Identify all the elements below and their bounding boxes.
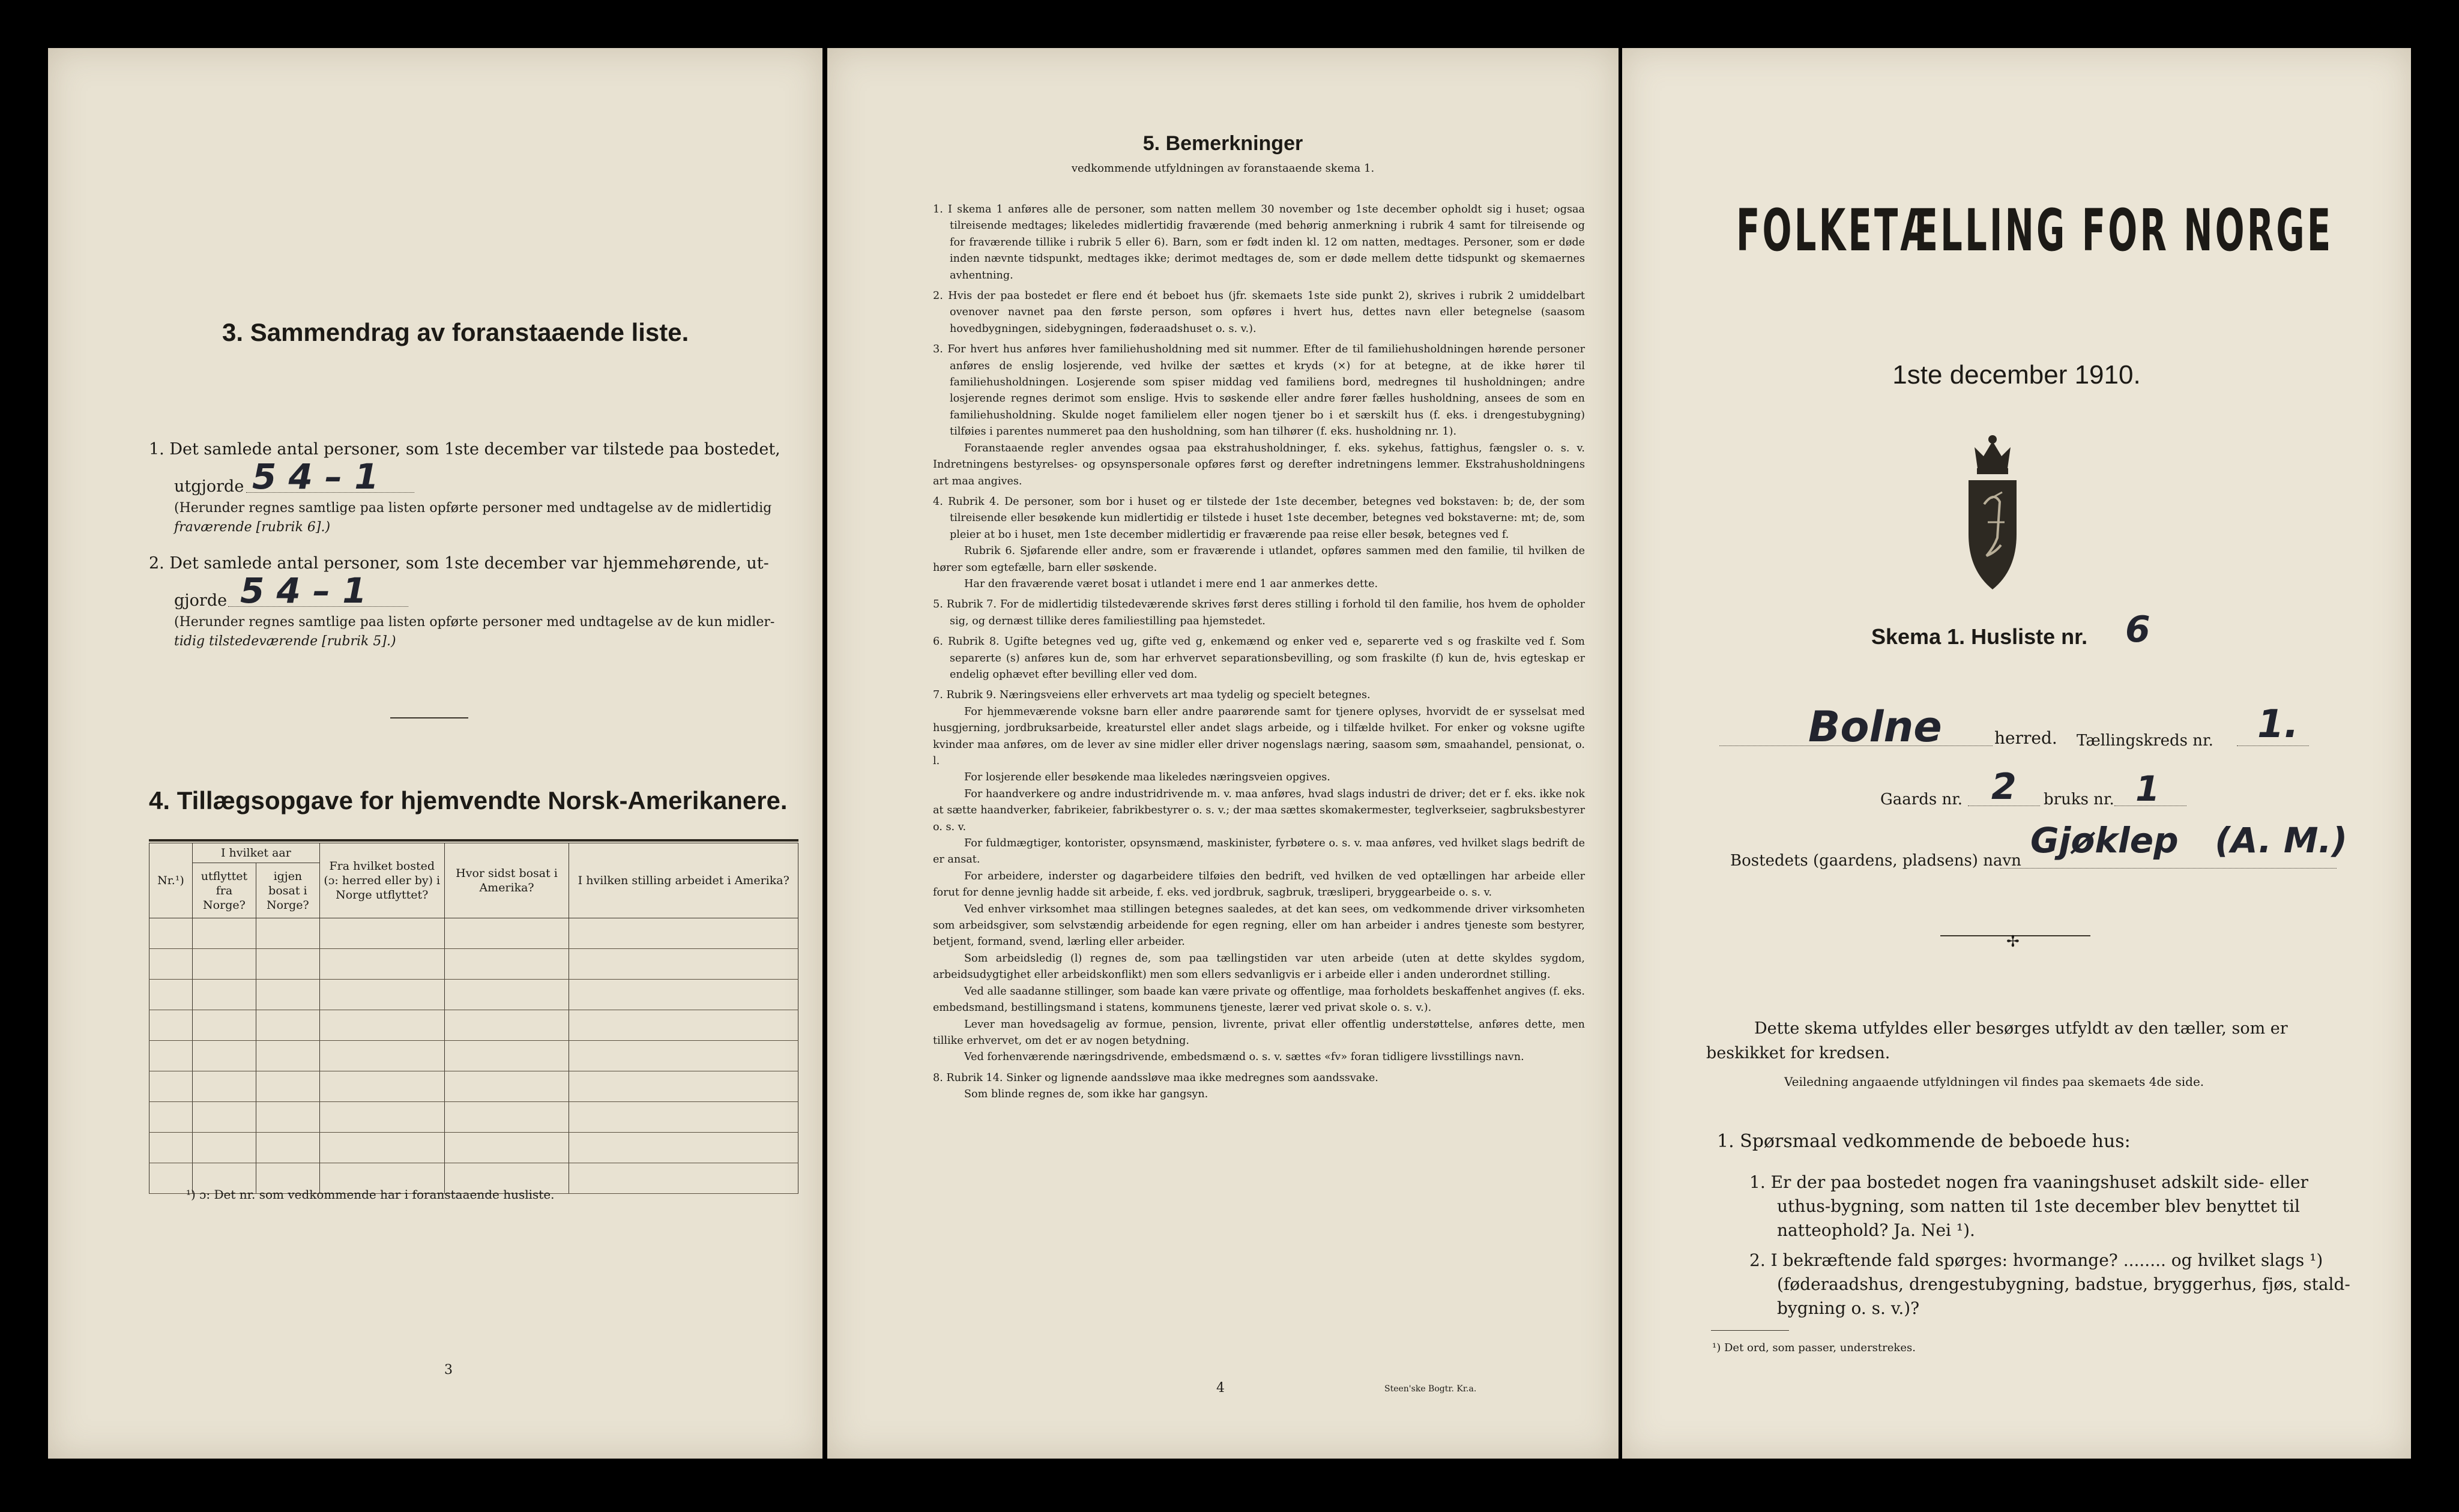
census-date: 1ste december 1910. bbox=[1892, 360, 2141, 390]
q1-line-1: 1. Er der paa bostedet nogen fra vaaningshuset adskilt side- eller bbox=[1749, 1172, 2308, 1192]
instruction-small: Veiledning angaaende utfyldningen vil findes paa skemaets 4de side. bbox=[1784, 1074, 2204, 1089]
remark-5: 5. Rubrik 7. For de midlertidig tilstedeværende skrives først deres stilling i forhold til den familie, hos hvem de opholder sig, og dernæst tillike deres familiestilling paa hjemstedet. bbox=[933, 598, 1585, 627]
table-row bbox=[149, 949, 798, 980]
remarks-title: 5. Bemerkninger bbox=[1142, 132, 1303, 155]
remark-7i: Ved alle saadanne stillinger, som baade kan være private og offentlige, maa forholdets beskaffenhet angives (f. eks. embedsmand, bestillingsmand i statens, kommunens tjeneste, lærer ved privat skole o. s. v.). bbox=[933, 985, 1585, 1014]
footnote: ¹) Det ord, som passer, understrekes. bbox=[1712, 1342, 1916, 1354]
page-3 bbox=[48, 48, 822, 1459]
q1-line-2: uthus-bygning, som natten til 1ste december blev benyttet til bbox=[1777, 1196, 2300, 1216]
remark-7j: Lever man hovedsagelig av formue, pension, livrente, privat eller offentlig understøttelse, anføres dette, men tillike erhvervet, om det er av nogen betydning. bbox=[933, 1018, 1585, 1047]
item-2-value: 5 4 – 1 bbox=[240, 570, 367, 611]
col-from: Fra hvilket bosted (ɔ: herred eller by) i Norge utflyttet? bbox=[319, 843, 444, 918]
table-row bbox=[149, 980, 798, 1010]
remark-8b: Som blinde regnes de, som ikke har gangsyn. bbox=[964, 1088, 1208, 1101]
remark-7b: For hjemmeværende voksne barn eller andre paarørende samt for tjenere oplyses, hvorvidt de er sysselsat med husgjerning, jordbruksarbeide, kreaturstel eller andet slags arbeide, og i tilfælde hvilket. For enker og voksne ugifte kvinder maa anføres, om de lever av sine midler eller driver nogenslags næring, saasom søm, smaahandel, pensionat, o. l. bbox=[933, 705, 1585, 767]
remarks-subtitle: vedkommende utfyldningen av foranstaaende skema 1. bbox=[1071, 162, 1375, 175]
gaards-label: Gaards nr. bbox=[1880, 791, 1963, 809]
section-4-title: 4. Tillægsopgave for hjemvendte Norsk-Amerikanere. bbox=[149, 786, 788, 815]
herred-value: Bolne bbox=[1808, 702, 1942, 751]
instruction-2: beskikket for kredsen. bbox=[1706, 1044, 1890, 1062]
bosted-label: Bostedets (gaardens, pladsens) navn bbox=[1730, 852, 2021, 870]
bosted-line bbox=[2000, 868, 2337, 869]
section-3-title: 3. Sammendrag av foranstaaende liste. bbox=[222, 318, 689, 346]
table-row bbox=[149, 918, 798, 949]
remark-3b: Foranstaaende regler anvendes ogsaa paa ekstrahusholdninger, f. eks. sykehus, fattighus, fængsler o. s. v. Indretningens bestyrelses- og opsynspersonale opføres først og derefter indretningens lemmer. Ekstrahusholdningens art maa angives. bbox=[933, 442, 1585, 487]
question-heading: 1. Spørsmaal vedkommende de beboede hus: bbox=[1717, 1131, 2131, 1152]
remark-7k: Ved forhenværende næringsdrivende, embedsmænd o. s. v. sættes «fv» foran tidligere livsstillings navn. bbox=[964, 1051, 1524, 1064]
item-2-note-2: tidig tilstedeværende [rubrik 5].) bbox=[174, 634, 396, 649]
footnote-rule bbox=[1711, 1330, 1789, 1331]
census-title: FOLKETÆLLING FOR NORGE bbox=[1736, 197, 2334, 264]
table-row bbox=[149, 1102, 798, 1133]
remark-3: 3. For hvert hus anføres hver familiehusholdning med sit nummer. Efter de til familiehusholdningen hørende personer anføres de enslig losjerende, ved hvilke der sættes et kryds (×) for at betegne, at de ikke hører til familiehusholdningen. Losjerende som spiser middag ved familiens bord, medregnes til husholdningen; andre losjerende regnes derimot som enslige. Hvis to søskende eller andre fører fælles husholdning, ansees de som en familiehusholdning. Skulde noget familielem eller nogen tjener bo i et særskilt hus (f. eks. i drengestubygning) tilføies i parentes nummeret paa den husholdning, som han tilhører (f. eks. husholdning nr. 1). bbox=[933, 343, 1585, 438]
item-1-note-1: (Herunder regnes samtlige paa listen opførte personer med undtagelse av de midlertidig bbox=[174, 501, 772, 516]
page-4 bbox=[827, 48, 1619, 1459]
page-number: 4 bbox=[1216, 1381, 1225, 1396]
table-footnote: ¹) ɔ: Det nr. som vedkommende har i foranstaaende husliste. bbox=[186, 1187, 555, 1202]
q2-line-2: (føderaadshus, drengestubygning, badstue, bryggerhus, fjøs, stald- bbox=[1777, 1274, 2350, 1294]
col-emigrated: utflyttet fra Norge? bbox=[192, 863, 256, 918]
remark-4: 4. Rubrik 4. De personer, som bor i huset og er tilstede der 1ste december, betegnes ved bokstaven: b; de, der som tilreisende eller besøkende kun midlertidig er tilstede i huset 1ste december, betegnes ved bokstaverne: mt; de, som pleier at bo i huset, men 1ste december midlertidig er fraværende paa reise eller besøk, betegnes ved f. bbox=[933, 495, 1585, 541]
bruks-number: 1 bbox=[2135, 768, 2160, 809]
remark-1: 1. I skema 1 anføres alle de personer, som natten mellem 30 november og 1ste december opholdt sig i huset; ogsaa tilreisende medtages; likeledes midlertidig fraværende (med behørig anmerkning i rubrik 4 samt for tilreisende og for fraværende tillike i rubrik 5 eller 6). Barn, som er født inden kl. 12 om natten, medtages. Personer, som er døde inden nævnte tidspunkt, medtages ikke; derimot medtages de, som er døde mellem dette tidspunkt og skemaernes avhentning. bbox=[933, 203, 1585, 282]
q1-line-3: natteophold? Ja. Nei ¹). bbox=[1777, 1220, 1975, 1240]
table-row bbox=[149, 1133, 798, 1163]
item-2-label: gjorde bbox=[174, 591, 228, 610]
husliste-number: 6 bbox=[2125, 609, 2150, 651]
table-row bbox=[149, 1010, 798, 1041]
divider bbox=[390, 717, 468, 718]
q2-line-1: 2. I bekræftende fald spørges: hvormange? ........ og hvilket slags ¹) bbox=[1749, 1250, 2323, 1270]
page-1 bbox=[1622, 48, 2411, 1459]
gaards-number: 2 bbox=[1991, 766, 2017, 808]
col-returned: igjen bosat i Norge? bbox=[256, 863, 319, 918]
col-year-group: I hvilket aar bbox=[192, 843, 319, 863]
remark-2: 2. Hvis der paa bostedet er flere end ét beboet hus (jfr. skemaets 1ste side punkt 2), skrives i rubrik 2 umiddelbart ovenover navnet paa den første person, som opføres i hvert hus, dettes navn eller betegnelse (saasom hovedbygningen, sidebygningen, føderaadshuset o. s. v.). bbox=[933, 290, 1585, 335]
item-2-text: 2. Det samlede antal personer, som 1ste december var hjemmehørende, ut- bbox=[149, 554, 769, 573]
col-nr: Nr.¹) bbox=[149, 843, 193, 918]
remark-4c: Har den fraværende været bosat i utlandet i mere end 1 aar anmerkes dette. bbox=[964, 577, 1378, 590]
herred-label: herred. bbox=[1994, 728, 2057, 748]
remark-4b: Rubrik 6. Sjøfarende eller andre, som er fraværende i utlandet, opføres sammen med den familie, til hvilken de hører som egtefælle, barn eller søskende. bbox=[933, 545, 1585, 574]
remark-7c: For losjerende eller besøkende maa likeledes næringsveien opgives. bbox=[964, 771, 1330, 784]
col-last: Hvor sidst bosat i Amerika? bbox=[444, 843, 569, 918]
table-row bbox=[149, 1071, 798, 1102]
remark-7: 7. Rubrik 9. Næringsveiens eller erhvervets art maa tydelig og specielt betegnes. bbox=[933, 689, 1371, 702]
item-1-note-2: fraværende [rubrik 6].) bbox=[174, 520, 331, 535]
bruks-label: bruks nr. bbox=[2044, 791, 2114, 809]
item-2-note-1: (Herunder regnes samtlige paa listen opførte personer med undtagelse av de kun midler- bbox=[174, 615, 775, 630]
item-1-label: utgjorde bbox=[174, 477, 244, 496]
table-top-rule bbox=[149, 839, 798, 842]
table-row bbox=[149, 1041, 798, 1071]
remark-7e: For fuldmægtiger, kontorister, opsynsmænd, maskinister, fyrbøtere o. s. v. maa anføres, ved hvilket slags bedrift de er ansat. bbox=[933, 837, 1585, 866]
item-1-value: 5 4 – 1 bbox=[252, 456, 379, 497]
bosted-value: Gjøklep (A. M.) bbox=[2030, 820, 2348, 861]
remark-7g: Ved enhver virksomhet maa stillingen betegnes saaledes, at det kan sees, om vedkommende driver virksomheten som arbeidsgiver, som selvstændig arbeidende for egen regning, eller om han arbeider i andres tjeneste som bestyrer, betjent, formand, svend, lærling eller arbeider. bbox=[933, 903, 1585, 948]
kreds-label: Tællingskreds nr. bbox=[2077, 732, 2213, 750]
printer-imprint: Steen'ske Bogtr. Kr.a. bbox=[1384, 1384, 1477, 1394]
page-number: 3 bbox=[444, 1363, 453, 1378]
remark-8: 8. Rubrik 14. Sinker og lignende aandssløve maa ikke medregnes som aandssvake. bbox=[933, 1071, 1378, 1084]
norsk-amerikaner-table bbox=[149, 843, 798, 1194]
remarks-body bbox=[933, 202, 1585, 1103]
q2-line-3: bygning o. s. v.)? bbox=[1777, 1298, 1920, 1318]
instruction-1: Dette skema utfyldes eller besørges utfyldt av den tæller, som er bbox=[1754, 1019, 2288, 1038]
remark-7f: For arbeidere, inderster og dagarbeidere tilføies den bedrift, ved hvilken de ved optællingen har arbeide eller forut for denne jevnlig hadde sit arbeide, f. eks. ved jordbruk, sagbruk, træsliperi, bryggearbeide o. s. v. bbox=[933, 870, 1585, 899]
schema-label: Skema 1. Husliste nr. bbox=[1871, 624, 2088, 649]
kreds-number: 1. bbox=[2257, 702, 2299, 747]
remark-7h: Som arbeidsledig (l) regnes de, som paa tællingstiden var uten arbeide (uten at dette skyldes sygdom, arbeidsudygtighet eller arbeidskonflikt) men som ellers sedvanligvis er i arbeide eller i anden underordnet stilling. bbox=[933, 952, 1585, 981]
remark-7d: For haandverkere og andre industridrivende m. v. maa anføres, hvad slags industri de driver; det er f. eks. ikke nok at sætte haandverker, fabrikeier, fabrikbestyrer o. s. v.; der maa sættes skomakermester, teglverkseier, sagbruksbestyrer o. s. v. bbox=[933, 788, 1585, 833]
col-position: I hvilken stilling arbeidet i Amerika? bbox=[569, 843, 798, 918]
ornament-icon: ✢ bbox=[2006, 933, 2020, 951]
remark-6: 6. Rubrik 8. Ugifte betegnes ved ug, gifte ved g, enkemænd og enker ved e, separerte ved s og fraskilte ved f. Som separerte (s) anføres kun de, som har erhvervet separationsbevilling, og som fraskilte (f) kun de, hvis egteskap er endelig ophævet efter bevilling eller ved dom. bbox=[933, 636, 1585, 681]
item-1-text: 1. Det samlede antal personer, som 1ste december var tilstede paa bostedet, bbox=[149, 440, 780, 459]
norway-coat-of-arms-icon bbox=[1963, 432, 2023, 597]
